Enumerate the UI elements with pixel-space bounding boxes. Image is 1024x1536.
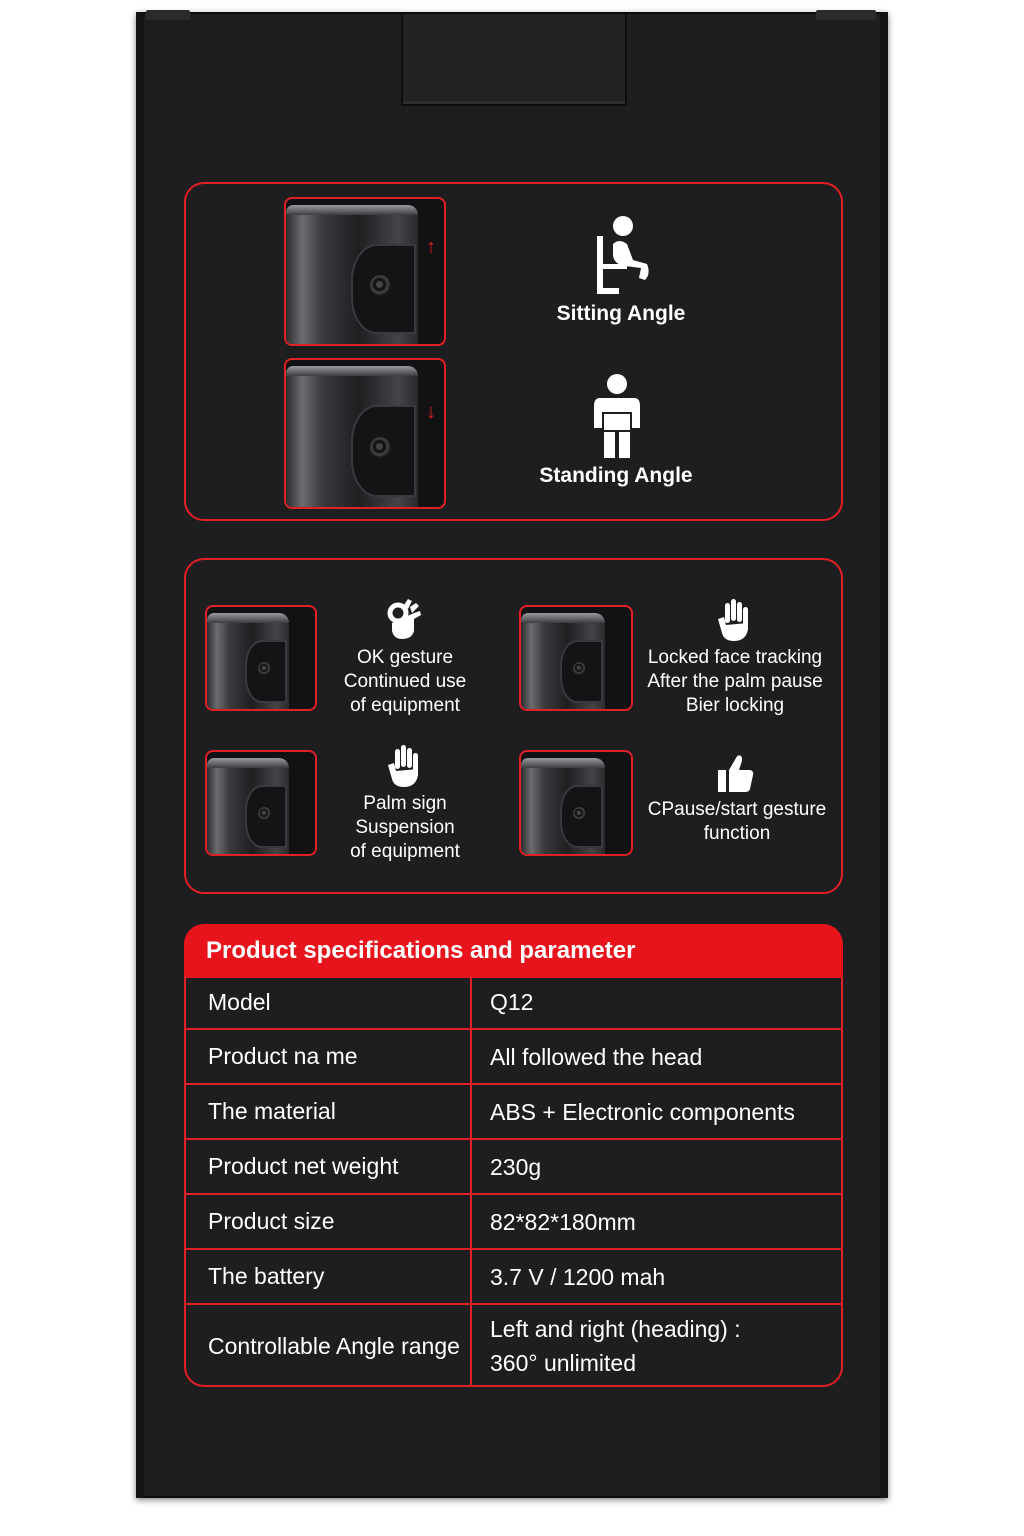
spec-value: All followed the head [490, 1043, 703, 1070]
spec-label: The battery [208, 1263, 325, 1289]
device-thumb-palm-lock [519, 605, 633, 711]
gesture-2-text [634, 646, 836, 718]
box-corner-left [146, 10, 190, 20]
spec-value: ABS + Electronic components [490, 1098, 795, 1125]
lens-plate [351, 405, 416, 496]
spec-title: Product specifications and parameter [184, 924, 843, 978]
lens-plate [245, 785, 287, 849]
device-thumb-sitting [284, 197, 446, 346]
camera-lens [258, 807, 271, 820]
gesture-2-line-3: Bier locking [685, 695, 785, 716]
spec-label: Controllable Angle range [208, 1332, 460, 1359]
device-image [521, 758, 605, 854]
device-image [521, 613, 605, 709]
column-divider [470, 1140, 472, 1193]
spec-value-line-1: Left and right (heading) : [490, 1316, 741, 1342]
spec-value-line-2: 360° unlimited [490, 1350, 637, 1376]
angle-panel [184, 182, 843, 521]
spec-label: Product na me [208, 1043, 358, 1069]
column-divider [470, 976, 472, 1028]
lens-plate [560, 785, 603, 849]
spec-label: Product size [208, 1208, 335, 1234]
camera-lens [573, 807, 586, 820]
gesture-1-text [316, 646, 494, 718]
palm-hand-icon [384, 744, 424, 788]
tilt-up-arrow-icon: ↑ [426, 236, 436, 258]
camera-lens [370, 437, 391, 458]
camera-lens [370, 275, 391, 296]
column-divider [470, 1305, 472, 1387]
spec-label: The material [208, 1098, 336, 1124]
table-row [186, 1083, 841, 1138]
gesture-2-line-2: After the palm pause [647, 671, 823, 692]
column-divider [470, 1030, 472, 1083]
standing-angle-label: Standing Angle [539, 464, 693, 487]
sitting-angle-label: Sitting Angle [556, 302, 686, 325]
thumbs-up-icon [716, 752, 756, 794]
spec-value: Q12 [490, 989, 534, 1015]
gesture-1-line-2: Continued use [343, 671, 467, 692]
gesture-2-line-1: Locked face tracking [647, 647, 823, 668]
table-row [186, 1138, 841, 1193]
table-row [186, 1028, 841, 1083]
device-thumb-palm [205, 750, 317, 856]
spec-value: 230g [490, 1153, 542, 1180]
palm-hand-icon [714, 598, 754, 642]
camera-lens [258, 662, 271, 675]
sitting-person-icon [586, 214, 656, 296]
gesture-4-text [636, 798, 838, 846]
gesture-4-line-1: CPause/start gesture [647, 799, 827, 820]
ok-hand-icon [384, 598, 424, 642]
box-lid-tab [401, 14, 627, 106]
camera-lens [573, 662, 586, 675]
gesture-3-line-3: of equipment [350, 841, 460, 862]
device-thumb-thumbs-up [519, 750, 633, 856]
lens-plate [245, 640, 287, 704]
table-row [186, 1248, 841, 1303]
spec-label: Product net weight [208, 1153, 399, 1179]
box-edge-right [880, 12, 888, 1498]
gesture-3-text [316, 792, 494, 864]
column-divider [470, 1085, 472, 1138]
spec-value: 82*82*180mm [490, 1208, 636, 1235]
standing-person-icon [582, 374, 652, 460]
spec-table [184, 976, 843, 1387]
device-image [207, 758, 289, 854]
device-thumb-ok [205, 605, 317, 711]
lens-plate [560, 640, 603, 704]
table-row [186, 976, 841, 1028]
gesture-3-line-1: Palm sign [363, 793, 447, 814]
table-row [186, 1303, 841, 1387]
gesture-4-line-2: function [703, 823, 771, 844]
gesture-1-line-3: of equipment [350, 695, 460, 716]
device-image [207, 613, 289, 709]
gesture-3-line-2: Suspension [355, 817, 455, 838]
device-image [286, 366, 418, 507]
device-thumb-standing [284, 358, 446, 509]
spec-value [490, 1305, 829, 1387]
box-edge-left [136, 12, 144, 1498]
spec-value: 3.7 V / 1200 mah [490, 1263, 666, 1290]
gesture-panel [184, 558, 843, 894]
column-divider [470, 1250, 472, 1303]
column-divider [470, 1195, 472, 1248]
box-corner-right [816, 10, 876, 20]
spec-label: Model [208, 988, 271, 1015]
tilt-down-arrow-icon: ↓ [426, 401, 436, 423]
lens-plate [351, 244, 416, 334]
gesture-1-line-1: OK gesture [356, 647, 454, 668]
device-image [286, 205, 418, 344]
table-row [186, 1193, 841, 1248]
